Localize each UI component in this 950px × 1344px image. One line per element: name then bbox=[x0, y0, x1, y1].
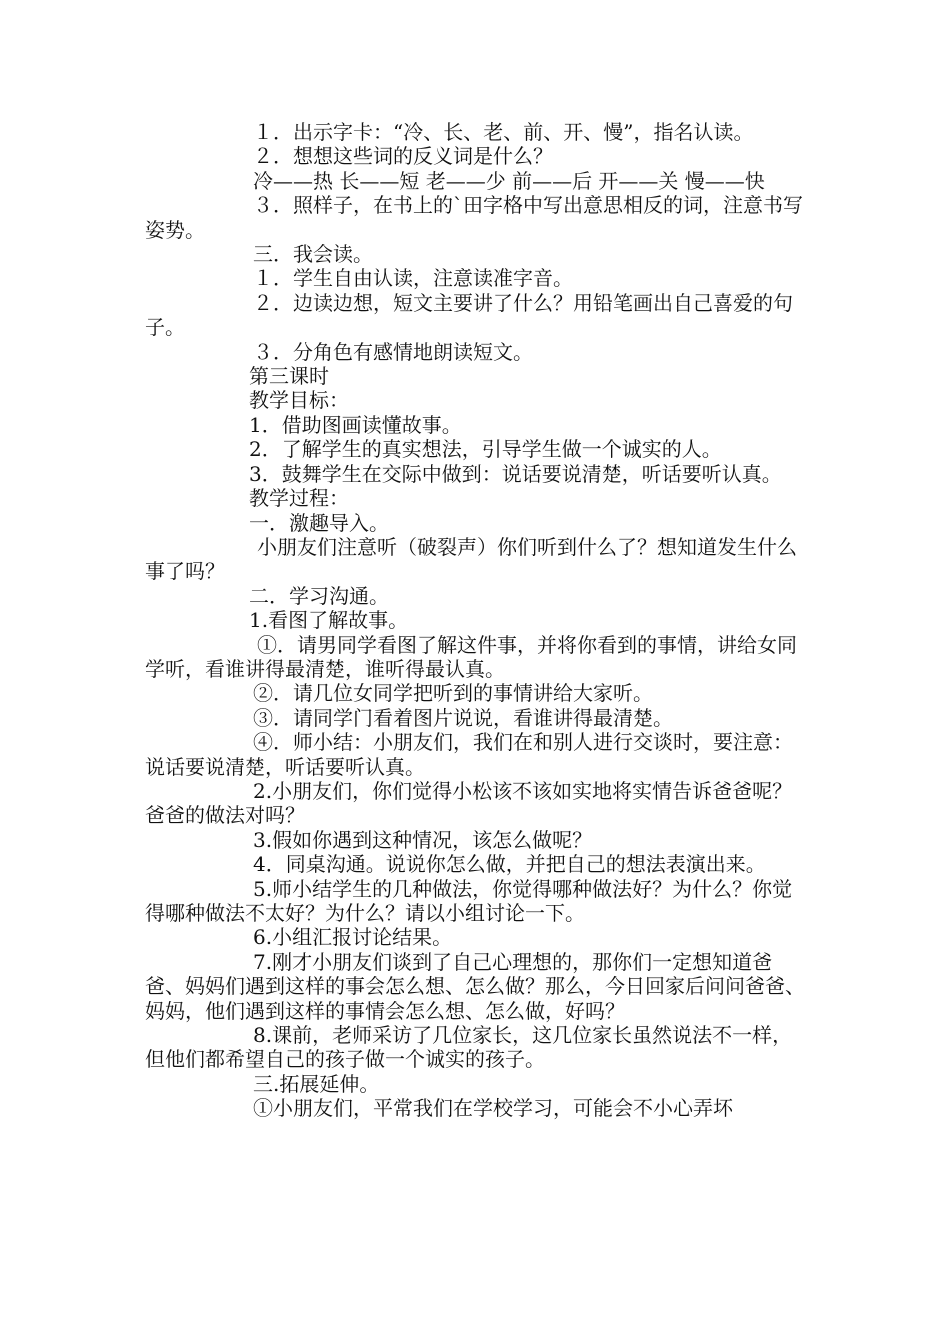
paragraph-16: 小朋友们注意听（破裂声）你们听到什么了？想知道发生什么事了吗？ bbox=[145, 534, 797, 584]
paragraph-21: ③．请同学门看着图片说说，看谁讲得最清楚。 bbox=[253, 705, 673, 730]
paragraph-14: 教学过程： bbox=[249, 486, 349, 511]
paragraph-11: 1．借助图画读懂故事。 bbox=[249, 412, 462, 437]
paragraph-5: 三．我会读。 bbox=[253, 242, 373, 267]
paragraph-12: 2．了解学生的真实想法，引导学生做一个诚实的人。 bbox=[249, 437, 722, 462]
paragraph-27: 6.小组汇报讨论结果。 bbox=[253, 925, 453, 950]
paragraph-17: 二．学习沟通。 bbox=[249, 583, 389, 608]
paragraph-31: ①小朋友们，平常我们在学校学习，可能会不小心弄坏 bbox=[253, 1096, 733, 1121]
paragraph-10: 教学目标： bbox=[249, 388, 349, 413]
paragraph-4: ３．照样子，在书上的`田字格中写出意思相反的词，注意书写姿势。 bbox=[145, 193, 803, 242]
paragraph-23: 2.小朋友们，你们觉得小松该不该如实地将实情告诉爸爸呢？爸爸的做法对吗？ bbox=[145, 778, 793, 828]
paragraph-18: 1.看图了解故事。 bbox=[249, 608, 409, 633]
paragraph-25: 4．同桌沟通。说说你怎么做，并把自己的想法表演出来。 bbox=[253, 852, 766, 877]
paragraph-22: ④．师小结：小朋友们，我们在和别人进行交谈时，要注意：说话要说清楚，听话要听认真。 bbox=[145, 730, 793, 779]
document-body bbox=[145, 120, 810, 1121]
paragraph-30: 三.拓展延伸。 bbox=[253, 1071, 380, 1096]
paragraph-7: ２．边读边想，短文主要讲了什么？用铅笔画出自己喜爱的句子。 bbox=[145, 290, 793, 340]
paragraph-20: ②．请几位女同学把听到的事情讲给大家听。 bbox=[253, 681, 653, 706]
paragraph-8: ３．分角色有感情地朗读短文。 bbox=[253, 339, 533, 364]
paragraph-3: 冷——热 长——短 老——少 前——后 开——关 慢——快 bbox=[253, 168, 765, 193]
paragraph-1: １．出示字卡：“冷、长、老、前、开、慢”，指名认读。 bbox=[253, 120, 754, 144]
paragraph-15: 一．激趣导入。 bbox=[249, 510, 389, 535]
paragraph-9: 第三课时 bbox=[249, 364, 329, 389]
paragraph-28: 7.刚才小朋友们谈到了自己心理想的，那你们一定想知道爸爸、妈妈们遇到这样的事会怎么想、怎么做？那么，今日回家后问问爸爸、妈妈，他们遇到这样的事情会怎么想、怎么做，好吗？ bbox=[145, 949, 805, 1023]
paragraph-13: 3．鼓舞学生在交际中做到：说话要说清楚，听话要听认真。 bbox=[249, 461, 782, 486]
paragraph-24: 3.假如你遇到这种情况，该怎么做呢？ bbox=[253, 827, 593, 852]
paragraph-29: 8.课前，老师采访了几位家长，这几位家长虽然说法不一样，但他们都希望自己的孩子做一个诚实的孩子。 bbox=[145, 1023, 793, 1072]
paragraph-26: 5.师小结学生的几种做法，你觉得哪种做法好？为什么？你觉得哪种做法不太好？为什么？请以小组讨论一下。 bbox=[145, 876, 793, 925]
paragraph-19: ①．请男同学看图了解这件事，并将你看到的事情，讲给女同学听，看谁讲得最清楚，谁听得最认真。 bbox=[145, 632, 797, 681]
paragraph-2: ２．想想这些词的反义词是什么？ bbox=[253, 144, 553, 169]
paragraph-6: １．学生自由认读，注意读准字音。 bbox=[253, 266, 573, 291]
